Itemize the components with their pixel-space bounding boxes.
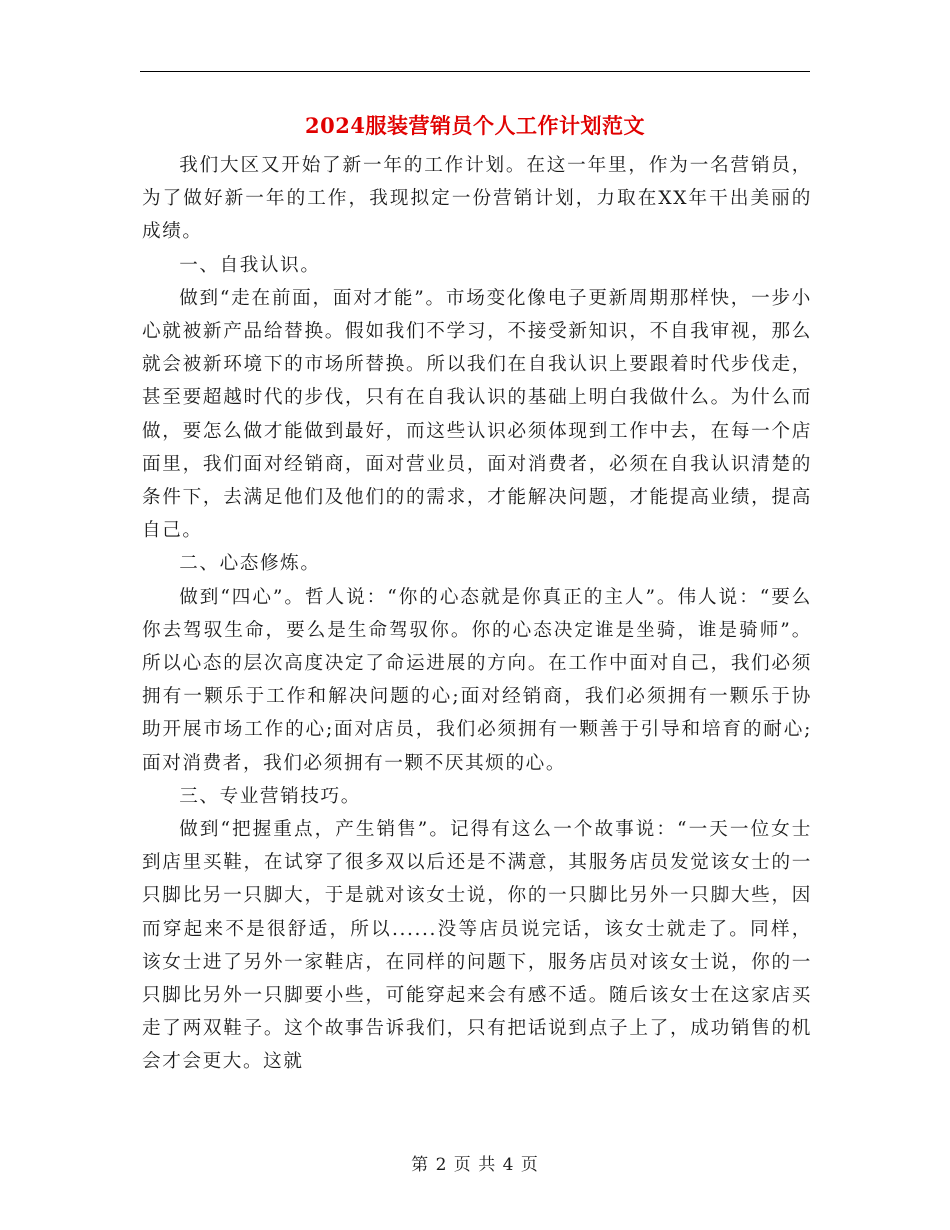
paragraph-mindset: 做到“四心”。哲人说：“你的心态就是你真正的主人”。伟人说：“要么你去驾驭生命，要么是生命驾驭你。你的心态决定谁是坐骑，谁是骑师”。所以心态的层次高度决定了命运进展的方向。在工作中面对自己，我们必须拥有一颗乐于工作和解决问题的心;面对经销商，我们必须拥有一颗乐于协助开展市场工作的心;面对店员，我们必须拥有一颗善于引导和培育的耐心;面对消费者，我们必须拥有一颗不厌其烦的心。 bbox=[142, 586, 812, 774]
document-title: 2024服装营销员个人工作计划范文 bbox=[305, 113, 645, 138]
document-body bbox=[142, 149, 812, 1079]
section-heading-2: 二、心态修炼。 bbox=[179, 553, 321, 575]
header-rule bbox=[140, 71, 810, 72]
page-footer: 第 2 页 共 4 页 bbox=[411, 1155, 539, 1175]
section-heading-3: 三、专业营销技巧。 bbox=[179, 785, 361, 807]
paragraph-intro: 我们大区又开始了新一年的工作计划。在这一年里，作为一名营销员，为了做好新一年的工作，我现拟定一份营销计划，力取在XX年干出美丽的成绩。 bbox=[142, 155, 812, 243]
paragraph-self-awareness: 做到“走在前面，面对才能”。市场变化像电子更新周期那样快，一步小心就被新产品给替换。假如我们不学习，不接受新知识，不自我审视，那么就会被新环境下的市场所替换。所以我们在自我认识上要跟着时代步伐走，甚至要超越时代的步伐，只有在自我认识的基础上明白我做什么。为什么而做，要怎么做才能做到最好，而这些认识必须体现到工作中去，在每一个店面里，我们面对经销商，面对营业员，面对消费者，必须在自我认识清楚的条件下，去满足他们及他们的的需求，才能解决问题，才能提高业绩，提高自己。 bbox=[142, 287, 812, 542]
paragraph-sales-skills: 做到“把握重点，产生销售”。记得有这么一个故事说：“一天一位女士到店里买鞋，在试穿了很多双以后还是不满意，其服务店员发觉该女士的一只脚比另一只脚大，于是就对该女士说，你的一只脚比另外一只脚大些，因而穿起来不是很舒适，所以......没等店员说完话，该女士就走了。同样，该女士进了另外一家鞋店，在同样的问题下，服务店员对该女士说，你的一只脚比另外一只脚要小些，可能穿起来会有感不适。随后该女士在这家店买走了两双鞋子。这个故事告诉我们，只有把话说到点子上了，成功销售的机会才会更大。这就 bbox=[142, 819, 812, 1073]
section-heading-1: 一、自我认识。 bbox=[179, 254, 321, 276]
